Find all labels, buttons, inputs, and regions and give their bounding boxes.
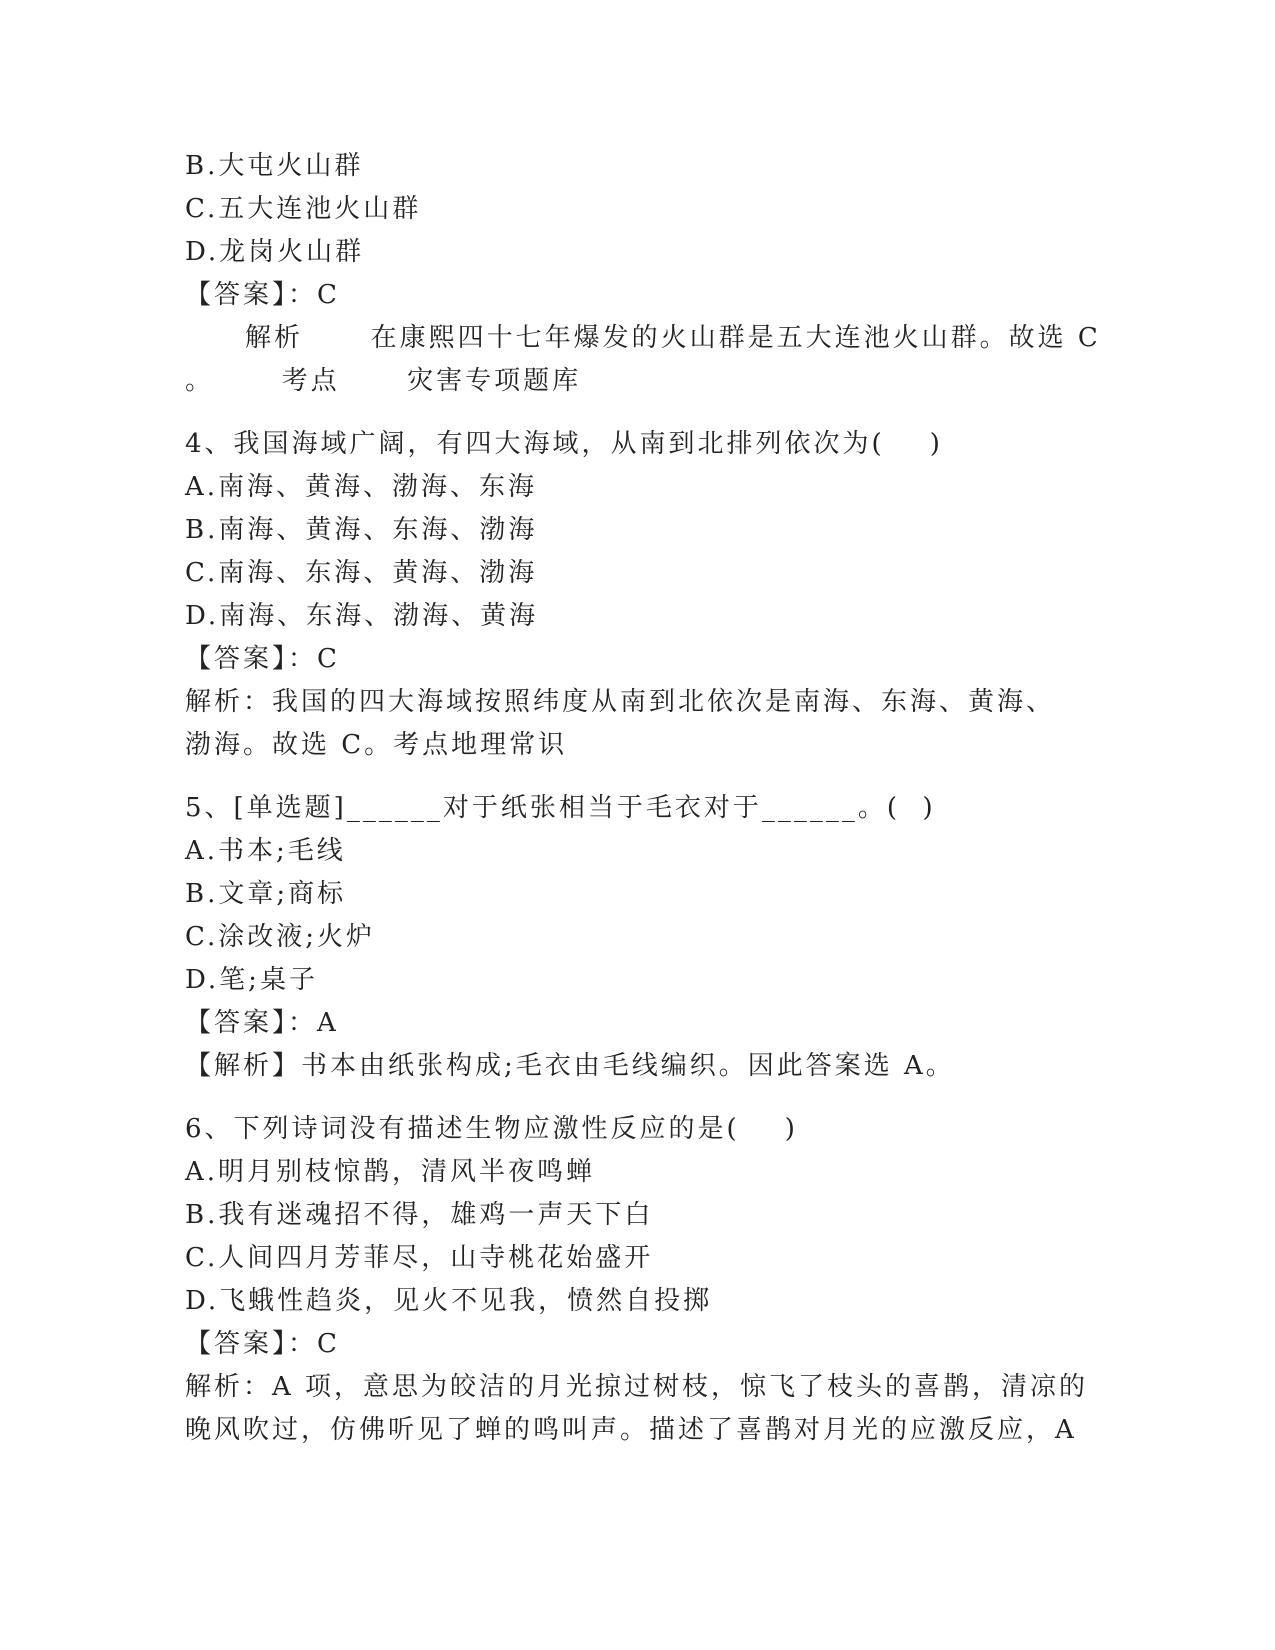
q5-option-d: D.笔;桌子 <box>185 965 318 995</box>
question-5 <box>185 787 1085 1088</box>
q6-analysis-line1: 解析：A 项，意思为皎洁的月光掠过树枝，惊飞了枝头的喜鹊，清凉的 <box>185 1372 1089 1402</box>
q3-answer: 【答案】：C <box>185 280 340 310</box>
q3-option-c: C.五大连池火山群 <box>185 194 422 224</box>
q6-option-a: A.明月别枝惊鹊，清风半夜鸣蝉 <box>185 1157 596 1187</box>
q6-analysis-line2: 晚风吹过，仿佛听见了蝉的鸣叫声。描述了喜鹊对月光的应激反应，A <box>185 1415 1077 1445</box>
q3-analysis-line1: 解析 在康熙四十七年爆发的火山群是五大连池火山群。故选 C <box>245 323 1101 353</box>
question-6 <box>185 1108 1089 1452</box>
q5-analysis: 【解析】书本由纸张构成;毛衣由毛线编织。因此答案选 A。 <box>185 1051 955 1081</box>
q4-option-d: D.南海、东海、渤海、黄海 <box>185 601 539 631</box>
q5-option-c: C.涂改液;火炉 <box>185 922 375 952</box>
q6-option-b: B.我有迷魂招不得，雄鸡一声天下白 <box>185 1200 654 1230</box>
q3-analysis-line2: 。 考点 灾害专项题库 <box>185 366 582 396</box>
q4-analysis-line2: 渤海。故选 C。考点地理常识 <box>185 730 568 760</box>
q6-answer: 【答案】：C <box>185 1329 340 1359</box>
q4-option-b: B.南海、黄海、东海、渤海 <box>185 515 538 545</box>
q4-option-a: A.南海、黄海、渤海、东海 <box>185 472 538 502</box>
question-4 <box>185 423 1085 767</box>
document-content <box>185 145 1101 1452</box>
q6-question: 6、下列诗词没有描述生物应激性反应的是( ) <box>185 1114 798 1144</box>
q3-option-b: B.大屯火山群 <box>185 151 364 181</box>
q4-answer: 【答案】：C <box>185 644 340 674</box>
q4-question: 4、我国海域广阔，有四大海域，从南到北排列依次为( ) <box>185 429 943 459</box>
q4-analysis-line1: 解析：我国的四大海域按照纬度从南到北依次是南海、东海、黄海、 <box>185 687 1056 717</box>
q6-option-d: D.飞蛾性趋炎，见火不见我，愤然自投掷 <box>185 1286 713 1316</box>
q3-option-d: D.龙岗火山群 <box>185 237 365 267</box>
q5-question: 5、[单选题]______对于纸张相当于毛衣对于______。( ) <box>185 793 936 823</box>
question-3-tail <box>185 145 1101 403</box>
q5-option-b: B.文章;商标 <box>185 879 347 909</box>
q4-option-c: C.南海、东海、黄海、渤海 <box>185 558 538 588</box>
q6-option-c: C.人间四月芳菲尽，山寺桃花始盛开 <box>185 1243 654 1273</box>
q5-option-a: A.书本;毛线 <box>185 836 346 866</box>
q5-answer: 【答案】：A <box>185 1008 339 1038</box>
